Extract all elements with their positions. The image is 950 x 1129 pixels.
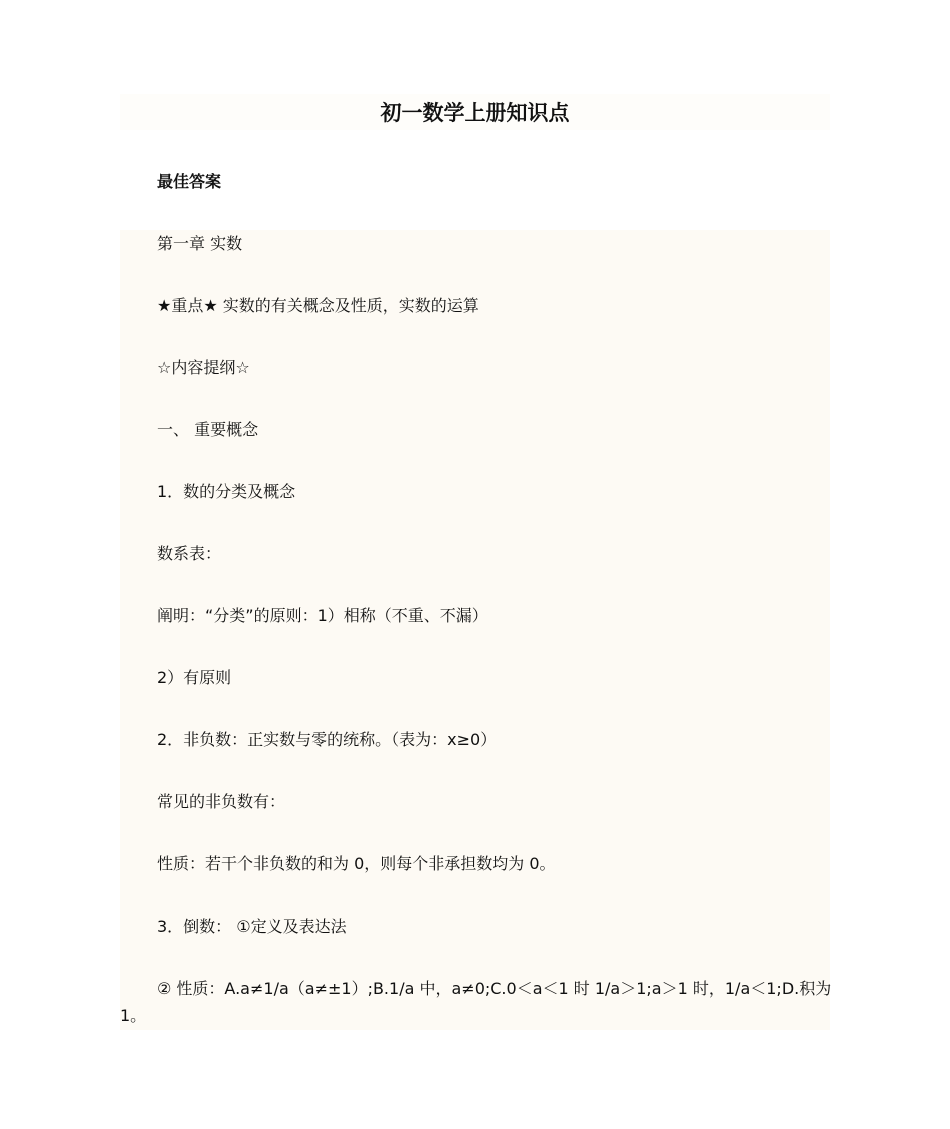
outline-heading: ☆内容提纲☆ bbox=[157, 358, 250, 377]
paragraph: 2）有原则 bbox=[157, 668, 232, 687]
paragraph: 阐明：“分类”的原则：1）相称（不重、不漏） bbox=[157, 606, 488, 625]
chapter-heading: 第一章 实数 bbox=[157, 234, 243, 253]
section-heading: 一、 重要概念 bbox=[157, 420, 259, 439]
paragraph: 2．非负数：正实数与零的统称。（表为：x≥0） bbox=[157, 730, 497, 749]
paragraph: 3．倒数： ①定义及表达法 bbox=[157, 917, 347, 936]
paragraph: 性质：若干个非负数的和为 0，则每个非承担数均为 0。 bbox=[157, 854, 556, 873]
paragraph: 常见的非负数有： bbox=[157, 792, 286, 811]
page-title: 初一数学上册知识点 bbox=[380, 101, 570, 125]
key-points-line: ★重点★ 实数的有关概念及性质，实数的运算 bbox=[157, 296, 479, 315]
paragraph: ② 性质：A.a≠1/a（a≠±1）;B.1/a 中，a≠0;C.0＜a＜1 时 1/a＞1;a＞1 时，1/a＜1;D.积为 1。 bbox=[120, 979, 832, 1025]
content-panel bbox=[120, 230, 830, 1030]
answer-heading: 最佳答案 bbox=[157, 172, 222, 191]
paragraph: 数系表： bbox=[157, 544, 222, 563]
paragraph: 1．数的分类及概念 bbox=[157, 482, 296, 501]
